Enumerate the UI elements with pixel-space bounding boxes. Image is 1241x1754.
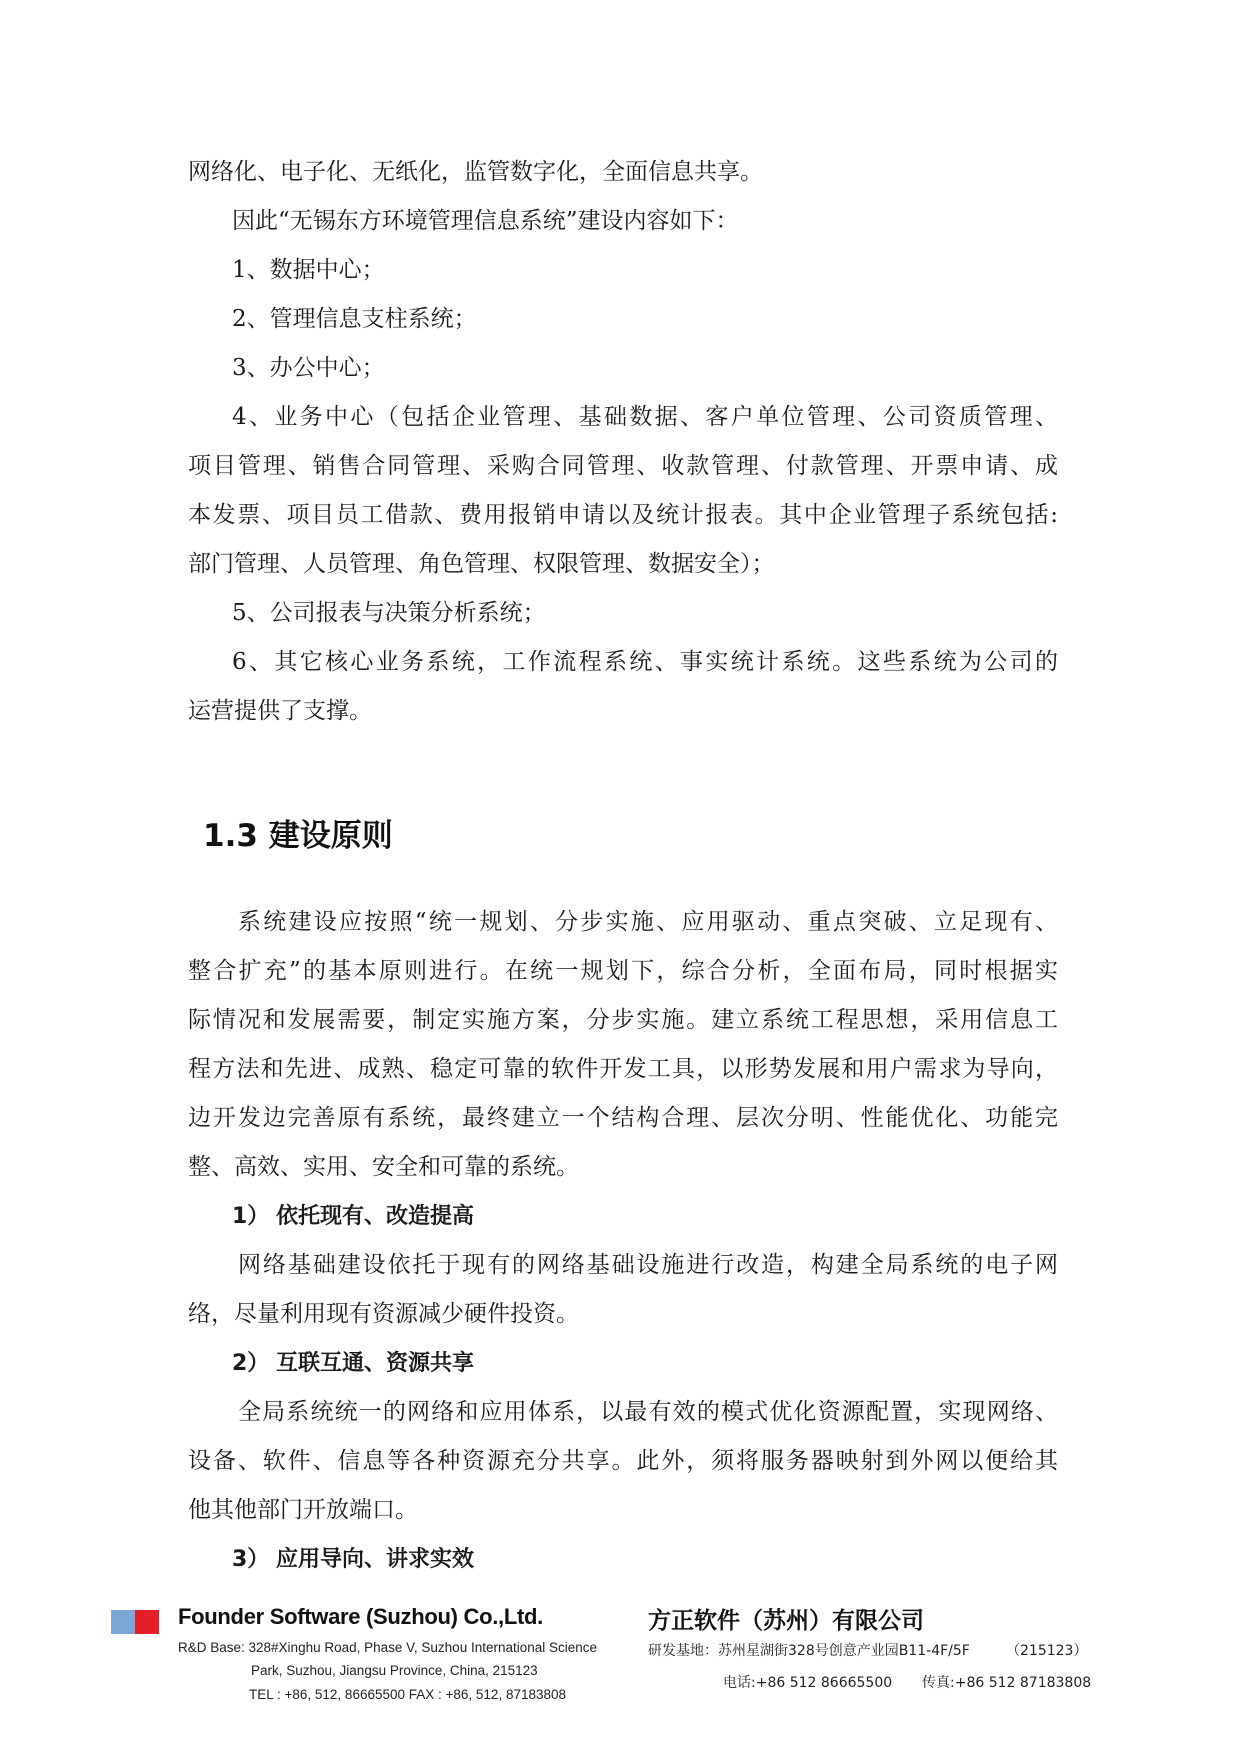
page-footer xyxy=(0,1600,1241,1754)
section-b-text xyxy=(188,898,1058,1584)
footer-address-en-2: Park, Suzhou, Jiangsu Province, China, 215123 xyxy=(251,1663,538,1678)
paragraph-line: 边开发边完善原有系统，最终建立一个结构合理、层次分明、性能优化、功能完 xyxy=(188,1105,1058,1131)
logo-red-square-icon xyxy=(135,1610,159,1634)
paragraph-line: 项目管理、销售合同管理、采购合同管理、收款管理、付款管理、开票申请、成 xyxy=(188,453,1058,479)
paragraph-line: 网络基础建设依托于现有的网络基础设施进行改造，构建全局系统的电子网 xyxy=(238,1252,1058,1278)
footer-company-cn: 方正软件（苏州）有限公司 xyxy=(648,1608,924,1634)
footer-fax-cn: 传真:+86 512 87183808 xyxy=(922,1675,1092,1691)
list-item: 4、业务中心（包括企业管理、基础数据、客户单位管理、公司资质管理、 xyxy=(232,404,1058,430)
paragraph-line: 全局系统统一的网络和应用体系，以最有效的模式优化资源配置，实现网络、 xyxy=(238,1399,1058,1425)
paragraph-line: 整、高效、实用、安全和可靠的系统。 xyxy=(188,1154,579,1180)
section-heading: 1.3 建设原则 xyxy=(203,818,393,854)
subheading-2 xyxy=(188,1339,1058,1388)
paragraph-line: 因此“无锡东方环境管理信息系统”建设内容如下： xyxy=(232,208,739,234)
list-item: 3、办公中心； xyxy=(232,355,385,381)
paragraph-line: 程方法和先进、成熟、稳定可靠的软件开发工具，以形势发展和用户需求为导向， xyxy=(188,1056,1058,1082)
logo-blue-square-icon xyxy=(111,1610,135,1634)
list-item: 2、管理信息支柱系统； xyxy=(232,306,477,332)
subheading-3 xyxy=(188,1535,1058,1584)
list-item: 5、公司报表与决策分析系统； xyxy=(232,600,546,626)
subheading-title: 应用导向、讲求实效 xyxy=(276,1547,475,1572)
paragraph-line: 网络化、电子化、无纸化，监管数字化，全面信息共享。 xyxy=(188,159,763,185)
paragraph-line: 络，尽量利用现有资源减少硬件投资。 xyxy=(188,1301,579,1327)
paragraph-line: 系统建设应按照“统一规划、分步实施、应用驱动、重点突破、立足现有、 xyxy=(238,909,1058,935)
paragraph-line: 他其他部门开放端口。 xyxy=(188,1497,418,1523)
footer-address-cn: 研发基地：苏州星湖街328号创意产业园B11-4F/5F xyxy=(648,1643,970,1659)
paragraph-line: 整合扩充”的基本原则进行。在统一规划下，综合分析，全面布局，同时根据实 xyxy=(188,958,1058,984)
subheading-title: 互联互通、资源共享 xyxy=(276,1351,475,1376)
subheading-number: 3） xyxy=(232,1547,270,1572)
paragraph-line: 部门管理、人员管理、角色管理、权限管理、数据安全）； xyxy=(188,551,775,577)
list-item: 1、数据中心； xyxy=(232,257,385,283)
paragraph-line: 际情况和发展需要，制定实施方案，分步实施。建立系统工程思想，采用信息工 xyxy=(188,1007,1058,1033)
footer-contact-en: TEL : +86, 512, 86665500 FAX : +86, 512, 87183808 xyxy=(249,1687,567,1702)
subheading-title: 依托现有、改造提高 xyxy=(276,1204,475,1229)
subheading-number: 2） xyxy=(232,1351,270,1376)
subheading-number: 1） xyxy=(232,1204,270,1229)
list-item: 6、其它核心业务系统，工作流程系统、事实统计系统。这些系统为公司的 xyxy=(232,649,1058,675)
paragraph-line: 设备、软件、信息等各种资源充分共享。此外，须将服务器映射到外网以便给其 xyxy=(188,1448,1058,1474)
paragraph-line: 本发票、项目员工借款、费用报销申请以及统计报表。其中企业管理子系统包括: xyxy=(188,502,1058,528)
footer-tel-cn: 电话:+86 512 86665500 xyxy=(723,1675,893,1691)
footer-address-en-1: R&D Base: 328#Xinghu Road, Phase V, Suzhou International Science xyxy=(178,1640,598,1655)
subheading-1 xyxy=(188,1192,1058,1241)
footer-company-en: Founder Software (Suzhou) Co.,Ltd. xyxy=(178,1604,543,1629)
paragraph-line: 运营提供了支撑。 xyxy=(188,698,372,724)
footer-postcode-cn: （215123） xyxy=(1006,1643,1088,1659)
section-a-text xyxy=(188,148,1058,736)
